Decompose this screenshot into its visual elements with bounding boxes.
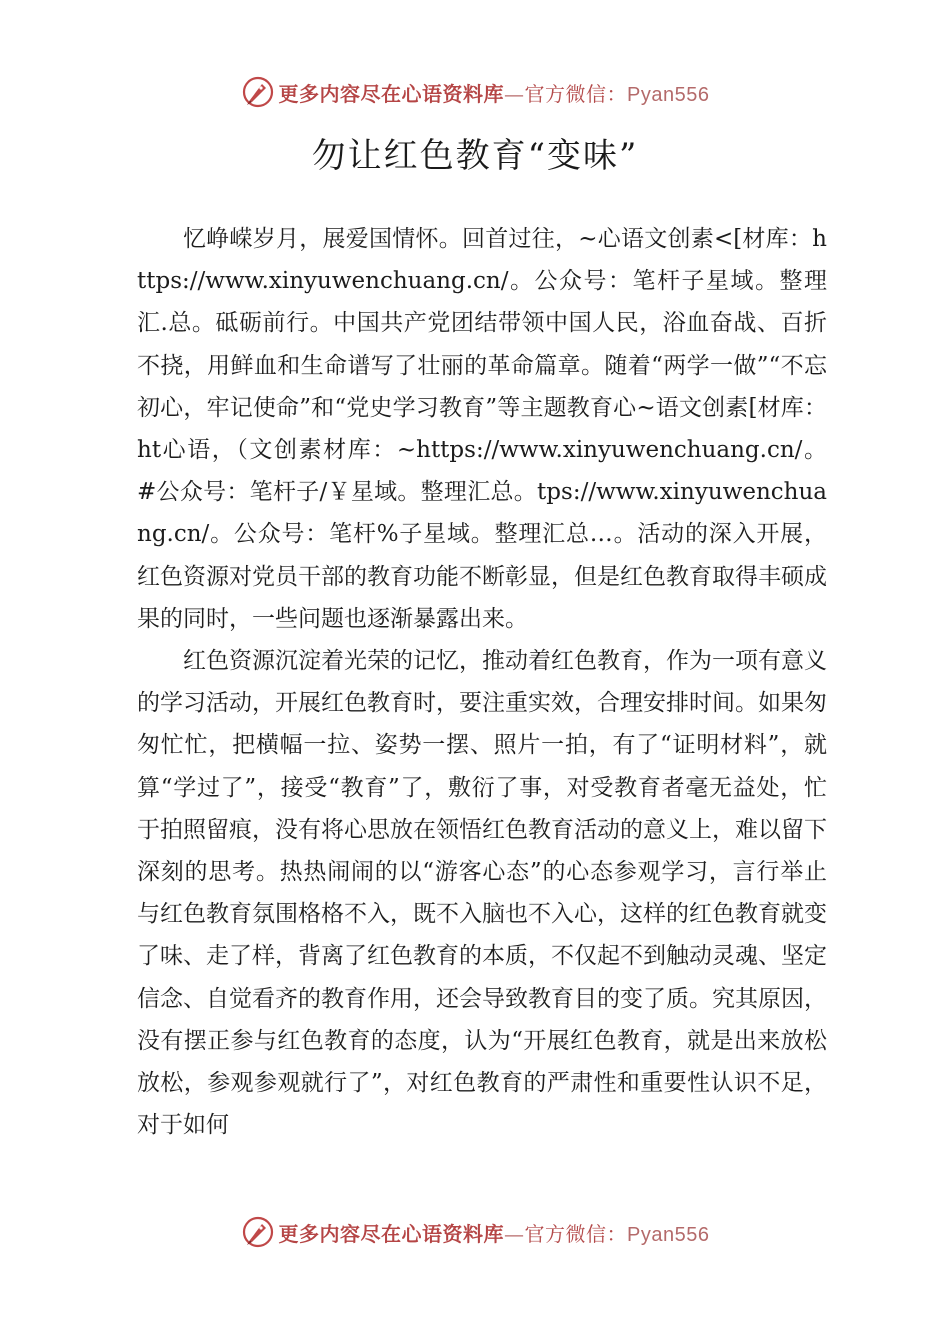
header-wechat-id: Pyan556 (627, 83, 710, 106)
footer-separator: — (504, 1221, 525, 1246)
footer-brand-text: 更多内容尽在心语资料库 (278, 1221, 505, 1246)
article-paragraph: 忆峥嵘岁月，展爱国情怀。回首过往，~心语文创素<[材库：https://www.xinyuwenchuang.cn/。公众号：笔杆子星域。整理汇.总。砥砺前行。中国共产党团结带领中国人民，浴血奋战、百折不挠，用鲜血和生命谱写了壮丽的革命篇章。随着“两学一做”“不忘初心，牢记使命”和“党史学习教育”等主题教育心~语文创素[材库：ht心语，（文创素材库：~https://www.xinyuwenchuang.cn/。#公众号：笔杆子/￥星域。整理汇总。tps://www.xinyuwenchuang.cn/。公众号：笔杆%子星域。整理汇总…。活动的深入开展，红色资源对党员干部的教育功能不断彰显，但是红色教育取得丰硕成果的同时，一些问题也逐渐暴露出来。 (137, 226, 827, 632)
header-banner-text (279, 78, 710, 107)
footer-banner-text (279, 1218, 710, 1247)
footer-wechat-id: Pyan556 (627, 1223, 710, 1246)
footer-banner (0, 1212, 950, 1252)
header-banner (0, 72, 950, 112)
header-brand-text: 更多内容尽在心语资料库 (278, 81, 505, 106)
header-separator: — (504, 81, 525, 106)
pen-nib-logo-icon (241, 75, 275, 109)
article-title: 勿让红色教育“变味” (311, 136, 639, 176)
article-body (137, 218, 827, 1146)
footer-wechat-label: 官方微信： (524, 1221, 628, 1246)
pen-nib-logo-icon (241, 1215, 275, 1249)
header-wechat-label: 官方微信： (524, 81, 628, 106)
article-paragraph: 红色资源沉淀着光荣的记忆，推动着红色教育，作为一项有意义的学习活动，开展红色教育时，要注重实效，合理安排时间。如果匆匆忙忙，把横幅一拉、姿势一摆、照片一拍，有了“证明材料”，就算“学过了”，接受“教育”了，敷衍了事，对受教育者毫无益处，忙于拍照留痕，没有将心思放在领悟红色教育活动的意义上，难以留下深刻的思考。热热闹闹的以“游客心态”的心态参观学习，言行举止与红色教育氛围格格不入，既不入脑也不入心，这样的红色教育就变了味、走了样，背离了红色教育的本质，不仅起不到触动灵魂、坚定信念、自觉看齐的教育作用，还会导致教育目的变了质。究其原因， 没有摆正参与红色教育的态度，认为“开展红色教育，就是出来放松放松，参观参观就行了”，对红色教育的严肃性和重要性认识不足，对于如何 (137, 648, 827, 1139)
